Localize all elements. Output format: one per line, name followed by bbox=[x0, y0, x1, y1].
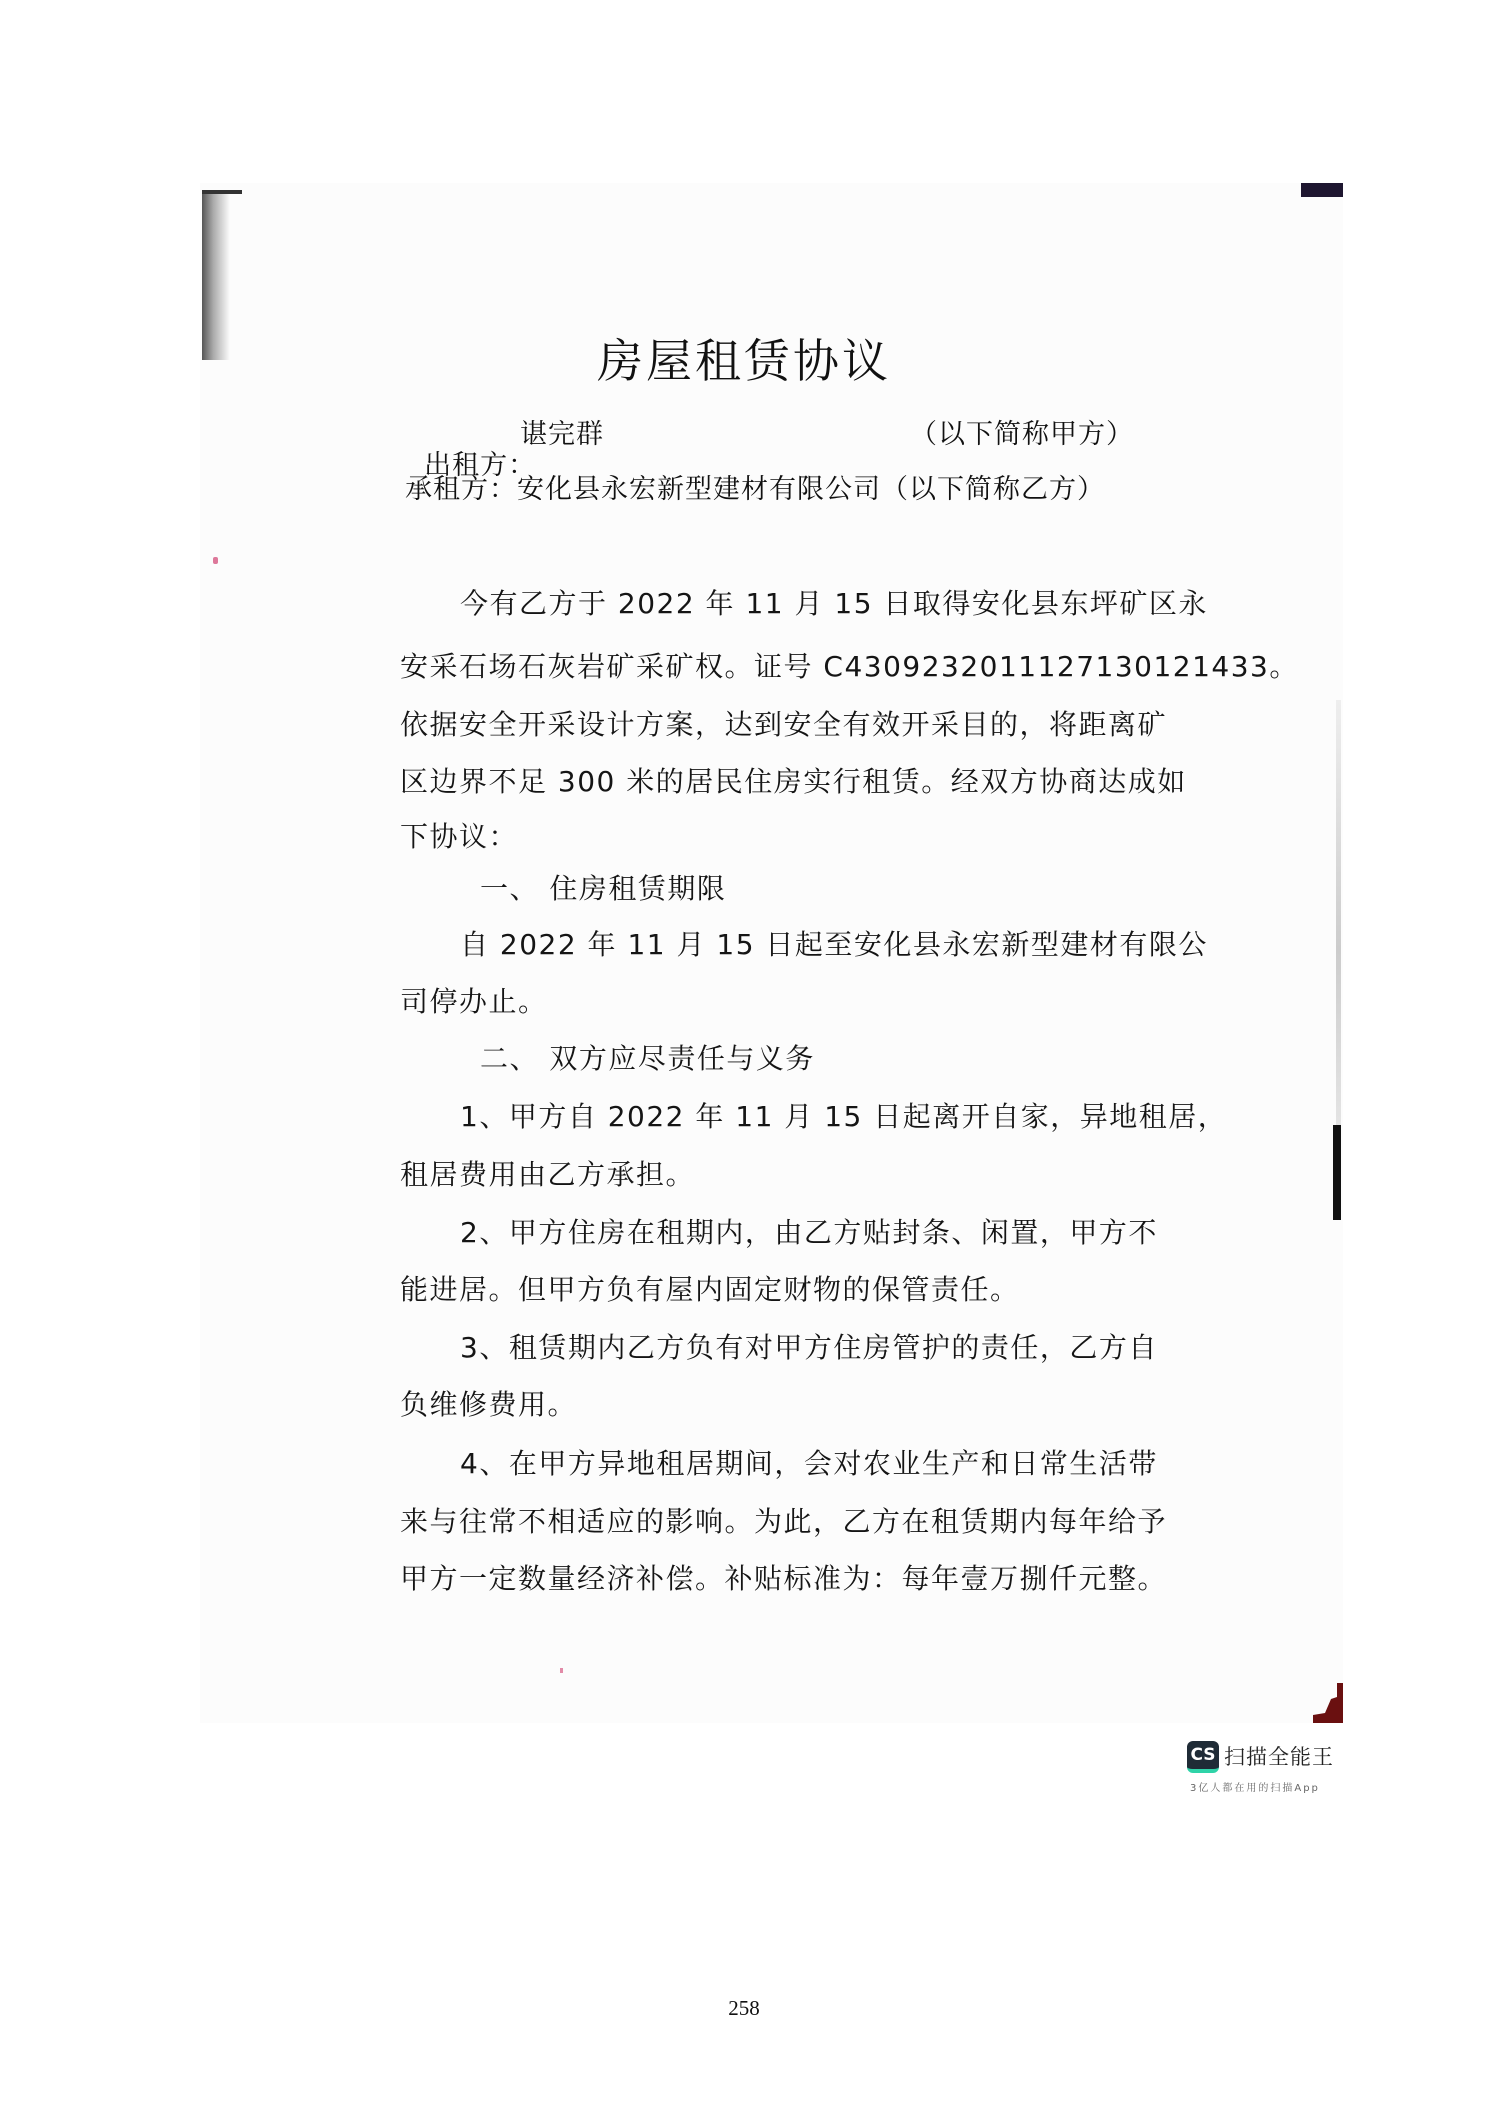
section-1-line: 司停办止。 bbox=[400, 985, 548, 1018]
lessor-name: 谌完群 bbox=[520, 419, 604, 450]
scan-right-bar bbox=[1333, 1125, 1341, 1220]
preamble-line: 下协议： bbox=[400, 820, 519, 853]
document-title: 房屋租赁协议 bbox=[597, 334, 891, 388]
clause-4-line: 4、在甲方异地租居期间，会对农业生产和日常生活带 bbox=[460, 1447, 1158, 1480]
clause-2-line: 能进居。但甲方负有屋内固定财物的保管责任。 bbox=[400, 1273, 1020, 1306]
section-2-heading: 二、 双方应尽责任与义务 bbox=[480, 1042, 815, 1075]
watermark-app-name: 扫描全能王 bbox=[1224, 1745, 1334, 1769]
preamble-line: 今有乙方于 2022 年 11 月 15 日取得安化县东坪矿区永 bbox=[460, 587, 1208, 620]
clause-2-line: 2、甲方住房在租期内，由乙方贴封条、闲置，甲方不 bbox=[460, 1216, 1158, 1249]
clause-3-line: 3、租赁期内乙方负有对甲方住房管护的责任，乙方自 bbox=[460, 1331, 1158, 1364]
lessor-abbr: （以下简称甲方） bbox=[910, 419, 1134, 450]
scan-speck bbox=[213, 557, 218, 564]
camscanner-logo-icon: CS bbox=[1187, 1741, 1219, 1773]
clause-4-line: 甲方一定数量经济补偿。补贴标准为：每年壹万捌仟元整。 bbox=[400, 1562, 1168, 1595]
lessor-label: 出租方： bbox=[424, 450, 537, 481]
scan-speck bbox=[560, 1668, 563, 1673]
scan-edge-mark bbox=[202, 190, 242, 194]
scan-corner-mark bbox=[1301, 183, 1343, 197]
section-1-line: 自 2022 年 11 月 15 日起至安化县永宏新型建材有限公 bbox=[460, 928, 1208, 961]
watermark-slogan: 3亿人都在用的扫描App bbox=[1190, 1783, 1320, 1794]
clause-1-line: 租居费用由乙方承担。 bbox=[400, 1158, 696, 1191]
preamble-line: 依据安全开采设计方案，达到安全有效开采目的，将距离矿 bbox=[400, 708, 1168, 741]
clause-3-line: 负维修费用。 bbox=[400, 1388, 578, 1421]
section-1-heading: 一、 住房租赁期限 bbox=[480, 872, 727, 905]
page-number: 258 bbox=[728, 1996, 760, 2020]
clause-4-line: 来与往常不相适应的影响。为此，乙方在租赁期内每年给予 bbox=[400, 1505, 1168, 1538]
preamble-line: 安采石场石灰岩矿采矿权。证号 C4309232011127130121433。 bbox=[400, 650, 1299, 683]
preamble-line: 区边界不足 300 米的居民住房实行租赁。经双方协商达成如 bbox=[400, 765, 1187, 798]
clause-1-line: 1、甲方自 2022 年 11 月 15 日起离开自家，异地租居， bbox=[460, 1100, 1228, 1133]
lessee-line: 承租方：安化县永宏新型建材有限公司（以下简称乙方） bbox=[405, 474, 1105, 505]
